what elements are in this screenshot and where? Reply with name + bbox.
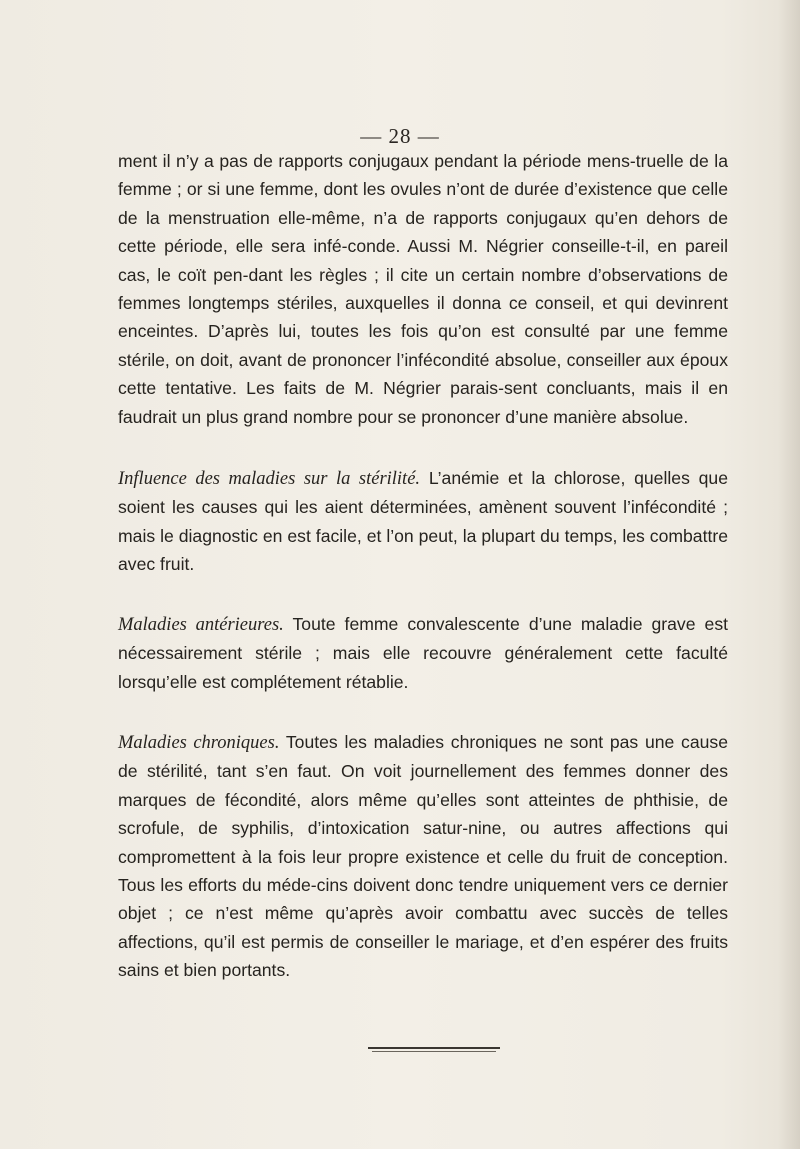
paragraph-maladies-anterieures: [118, 610, 728, 696]
paragraph-chroniques-body: Toutes les maladies chroniques ne sont pas une cause de stérilité, tant s’en faut. On voit journellement des femmes donner des marques de fécondité, alors même qu’elles sont atteintes de phthisie, de scrofule, de syphilis, d’intoxication satur-nine, ou autres affections qui compromettent à la fois leur propre existence et celle du fruit de conception. Tous les efforts du méde-cins doivent donc tendre uniquement vers ce dernier objet ; ce n’est même qu’après avoir combattu avec succès de telles affections, qu’il est permis de conseiller le mariage, et d’en espérer des fruits sains et bien portants.: [118, 731, 728, 981]
body-text: [118, 147, 728, 985]
paragraph-maladies-chroniques: [118, 728, 728, 985]
paragraph-influence-body: L’anémie et la chlorose, quelles que soient les causes qui les aient déterminées, amènent souvent l’infécondité ; mais le diagnostic en est facile, et l’on peut, la plupart du temps, les combattre avec fruit.: [118, 468, 728, 575]
page-number: — 28 —: [360, 124, 440, 148]
paragraph-anterieures-body: Toute femme convalescente d’une maladie grave est nécessairement stérile ; mais elle recouvre généralement cette faculté lorsqu’elle est complétement rétablie.: [118, 613, 728, 692]
end-rule-thin: [372, 1051, 496, 1052]
section-heading-chroniques: Maladies chroniques.: [118, 732, 280, 753]
section-heading-anterieures: Maladies antérieures.: [118, 614, 284, 635]
paragraph-influence-maladies: [118, 464, 728, 579]
section-heading-influence: Influence des maladies sur la stérilité.: [118, 469, 421, 490]
page-edge-shadow: [778, 0, 800, 1149]
end-rule: [368, 1047, 500, 1049]
paragraph-fertility-advice: ment il n’y a pas de rapports conjugaux pendant la période mens-truelle de la femme ; or si une femme, dont les ovules n’ont de durée d’existence que celle de la menstruation elle-même, n’a de rapports conjugaux qu’en dehors de cette période, elle sera infé-conde. Aussi M. Négrier conseille-t-il, en pareil cas, le coït pen-dant les règles ; il cite un certain nombre d’observations de femmes longtemps stériles, auxquelles il donna ce conseil, et qui devinrent enceintes. D’après lui, toutes les fois qu’on est consulté par une femme stérile, on doit, avant de prononcer l’infécondité absolue, conseiller aux époux cette tentative. Les faits de M. Négrier parais-sent concluants, mais il en faudrait un plus grand nombre pour se prononcer d’une manière absolue.: [118, 151, 728, 427]
